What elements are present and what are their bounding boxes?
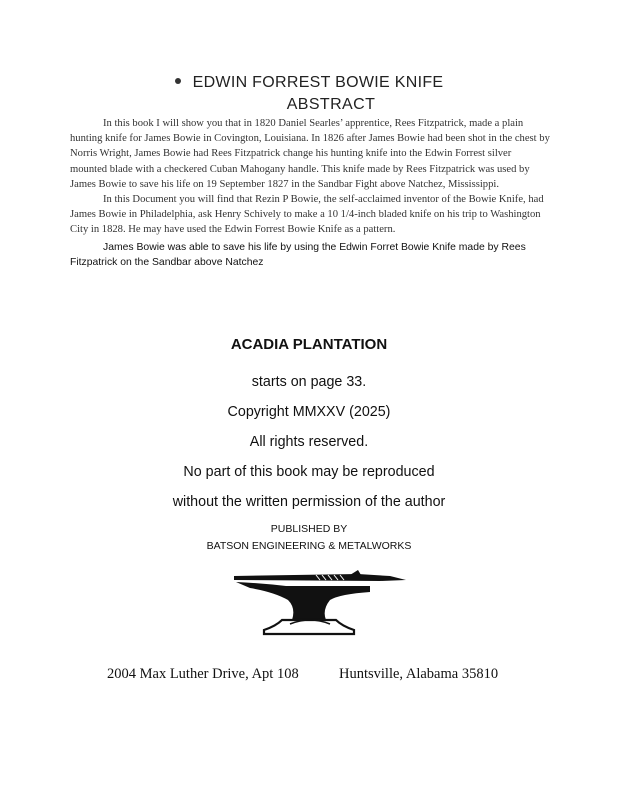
copyright-block xyxy=(0,336,618,517)
rights-line: All rights reserved. xyxy=(249,434,369,450)
abstract-paragraph-3: James Bowie was able to save his life by using the Edwin Forret Bowie Knife made by Rees Fitzpatrick on the Sandbar above Natchez xyxy=(70,241,526,268)
reproduction-line: No part of this book may be reproduced xyxy=(183,464,435,480)
address-line xyxy=(107,666,527,683)
published-by-label: PUBLISHED BY xyxy=(270,523,348,535)
abstract-heading: ABSTRACT xyxy=(286,96,376,113)
bullet-icon xyxy=(175,78,181,84)
abstract-paragraph-1: In this book I will show you that in 1820 Daniel Searles’ apprentice, Rees Fitzpatrick, made a plain hunting knife for James Bowie in Covington, Louisiana. In 1826 after James Bowie had been shot in the chest by Norris Wright, James Bowie had Rees Fitzpatrick change his hunting knife into the Edwin Forrest silver mounted blade with a checkered Cuban Mahogany handle. This knife made by Rees Fitzpatrick was used by James Bowie to save his life on 19 September 1827 in the Sandbar Fight above Natchez, Mississippi. xyxy=(70,118,550,190)
document-title: EDWIN FORREST BOWIE KNIFE xyxy=(192,74,444,91)
anvil-and-knife-icon xyxy=(230,566,410,638)
publisher-block xyxy=(0,521,618,555)
publisher-name: BATSON ENGINEERING & METALWORKS xyxy=(206,540,412,552)
abstract-body xyxy=(70,116,550,270)
copyright-line: Copyright MMXXV (2025) xyxy=(227,404,391,420)
acadia-title: ACADIA PLANTATION xyxy=(230,336,388,353)
start-page-line: starts on page 33. xyxy=(251,374,367,390)
city-state-zip: Huntsville, Alabama 35810 xyxy=(339,666,499,682)
heading-row xyxy=(0,74,618,92)
permission-line: without the written permission of the author xyxy=(172,494,446,510)
street-address: 2004 Max Luther Drive, Apt 108 xyxy=(107,666,299,682)
abstract-paragraph-2: In this Document you will find that Rezin P Bowie, the self-acclaimed inventor of the Bowie Knife, had James Bowie in Philadelphia, ask Henry Schively to make a 10 1/4-inch bladed knife on his trip to Washington City in 1828. He may have used the Edwin Forrest Bowie Knife as a pattern. xyxy=(70,194,544,236)
